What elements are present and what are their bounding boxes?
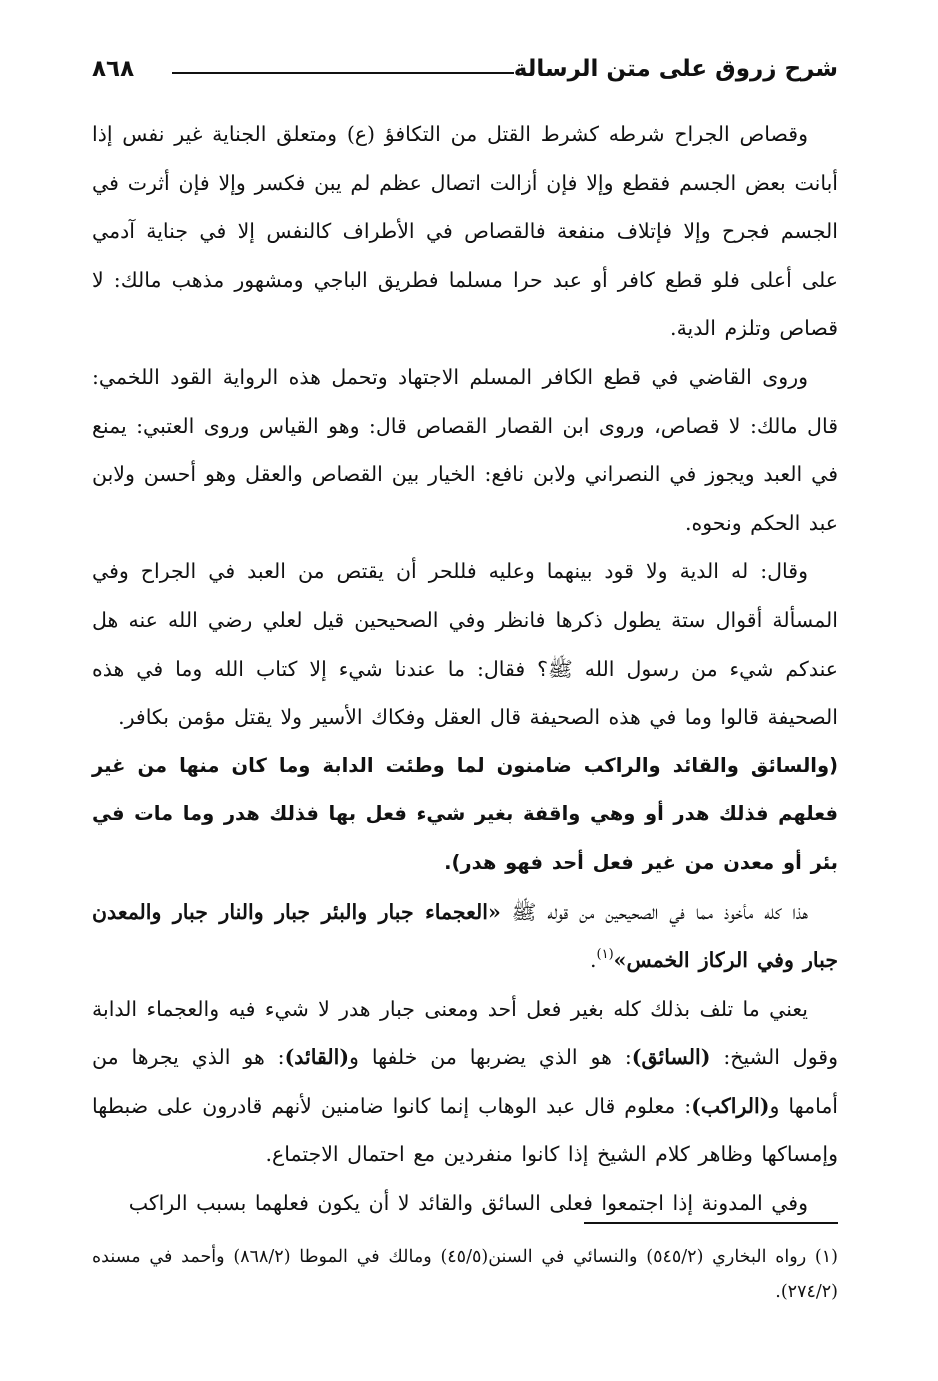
paragraph-5-part-3: : هو الذي يجرها من أمامها و (92, 1045, 838, 1118)
matn-text: (والسائق والقائد والراكب ضامنون لما وطئت الدابة وما كان منها من غير فعلهم فذلك هدر أو وهي واقفة بغير شيء فعل بها فذلك هدر وما مات في بئر أو معدن من غير فعل أحد فهو هدر). (92, 753, 838, 874)
header-rule (172, 72, 514, 74)
paragraph-5-part-2: : هو الذي يضربها من خلفها و (349, 1045, 632, 1070)
page-number: ٨٦٨ (92, 56, 135, 82)
paragraph-4-lead: هذا كله مأخوذ مما في الصحيحين من قوله ﷺ (500, 899, 808, 924)
keyword-rakib: (الراكب) (691, 1093, 770, 1118)
paragraph-4-tail: . (589, 948, 597, 973)
book-page (92, 52, 838, 1342)
page-header (92, 52, 838, 92)
footnotes (92, 1240, 838, 1310)
keyword-qaid: (القائد) (284, 1045, 350, 1070)
footnote-separator (584, 1222, 838, 1224)
paragraph-5-part-4: : معلوم قال عبد الوهاب إنما كانوا ضامنين لأنهم قادرون على ضبطها وإمساكها وظاهر كلام الشيخ إذا كانوا منفردين مع احتمال الاجتماع. (92, 1093, 838, 1167)
keyword-saiq: (السائق) (631, 1045, 711, 1070)
footnote-ref-1[interactable]: (١) (596, 947, 614, 963)
paragraph-6: وفي المدونة إذا اجتمعوا فعلى السائق والقائد لا أن يكون فعلهما بسبب الراكب (128, 1191, 808, 1216)
paragraph-3: وقال: له الدية ولا قود بينهما وعليه فللحر أن يقتص من العبد في الجراح وفي المسألة أقوال ستة يطول ذكرها فانظر وفي الصحيحين قيل لعلي رضي الله عنه هل عندكم شيء من رسول الله ﷺ؟ فقال: ما عندنا شيء إلا كتاب الله وما في هذه الصحيفة قالوا وما في هذه الصحيفة قال العقل وفكاك الأسير ولا يقتل مؤمن بكافر. (92, 559, 838, 730)
hadith-quote: «العجماء جبار والبئر جبار والنار جبار والمعدن جبار وفي الركاز الخمس» (92, 899, 838, 973)
paragraph-4 (92, 888, 838, 985)
running-title: شرح زروق على متن الرسالة (513, 56, 838, 82)
footnote-1: (١) رواه البخاري (٥٤٥/٢) والنسائي في السنن(٤٥/٥) ومالك في الموطا (٨٦٨/٢) وأحمد في مسنده (٢٧٤/٢). (92, 1247, 838, 1302)
paragraph-5-part-1: يعني ما تلف بذلك كله بغير فعل أحد ومعنى جبار هدر لا شيء فيه والعجماء الدابة وقول الشيخ: (92, 996, 838, 1070)
paragraph-5 (92, 985, 838, 1179)
paragraph-1: وقصاص الجراح شرطه كشرط القتل من التكافؤ (ع) ومتعلق الجناية غير نفس إذا أبانت بعض الجسم فقطع وإلا فإن أزالت اتصال عظم لم يبن فكسر وإلا فإن أثرت في الجسم فجرح وإلا فإتلاف منفعة فالقصاص في الأطراف كالنفس إلا في جناية آدمي على أعلى فلو قطع كافر أو عبد حرا مسلما فطريق الباجي ومشهور مذهب مالك: لا قصاص وتلزم الدية. (92, 122, 838, 341)
paragraph-2: وروى القاضي في قطع الكافر المسلم الاجتهاد وتحمل هذه الرواية القود اللخمي: قال مالك: لا قصاص، وروى ابن القصار القصاص قال: وهو القياس وروى العتبي: يمنع في العبد ويجوز في النصراني ولابن نافع: الخيار بين القصاص والعقل وهو أحسن ولابن عبد الحكم ونحوه. (92, 364, 838, 535)
page-body (92, 110, 838, 1228)
